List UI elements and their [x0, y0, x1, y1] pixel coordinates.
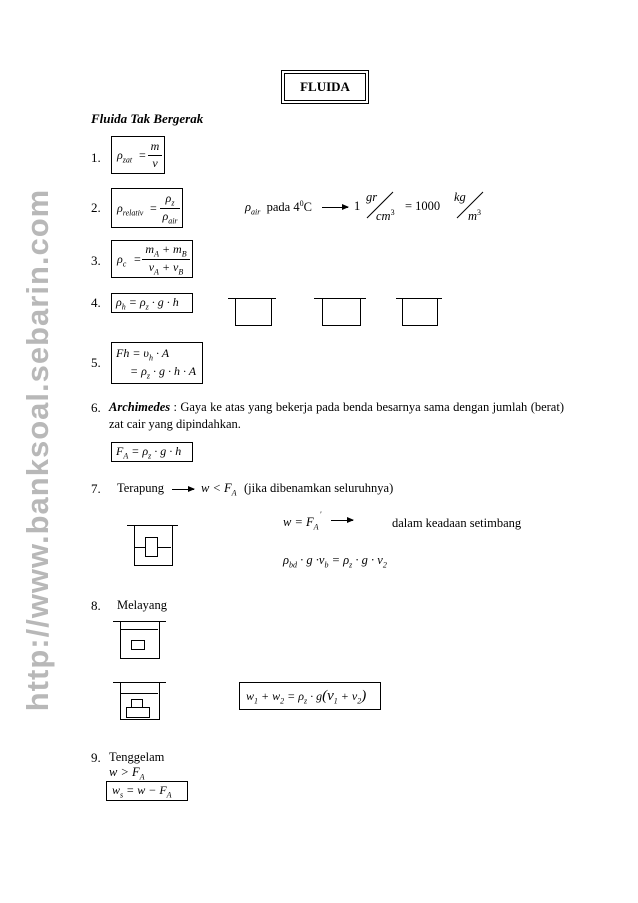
suspended-label: Melayang [117, 598, 167, 612]
floating-label: Terapung [117, 481, 165, 495]
container-icon [402, 298, 438, 326]
item-number-2: 2. [91, 200, 101, 215]
section-subtitle: Fluida Tak Bergerak [91, 111, 204, 126]
unit-cm: $cm^3$ [376, 208, 395, 224]
water-density-note: $\rho_{air}$ pada $4^0C$ [245, 199, 312, 217]
container-icon [235, 298, 272, 326]
stacked-object-bottom-icon [126, 707, 150, 718]
formula-density-box: $\rho_{zat}$ = m v [111, 136, 165, 174]
arrow-icon [331, 520, 353, 521]
water-surface-line [120, 693, 158, 694]
floating-note: (jika dibenamkan seluruhnya) [244, 481, 394, 495]
floating-object-icon [145, 537, 158, 557]
item-number-7: 7. [91, 481, 101, 496]
item-number-4: 4. [91, 295, 101, 310]
equilibrium-note: dalam keadaan setimbang [392, 516, 522, 530]
unit-equal-value: = 1000 [405, 199, 441, 213]
item-number-8: 8. [91, 598, 101, 613]
water-surface-line [120, 629, 158, 630]
item-number-3: 3. [91, 253, 101, 268]
formula-hydrostatic-box: $\rho_h = \rho_z \cdot g \cdot h$ [111, 293, 193, 313]
formula-force-box: $Fh = \upsilon_h \cdot A$ = $\rho_z \cdot g \cdot h \cdot A$ [111, 342, 203, 384]
unit-kg: kg [454, 190, 466, 204]
container-icon [322, 298, 361, 326]
item-number-6: 6. [91, 400, 101, 415]
suspended-object-icon [131, 640, 145, 650]
item-number-1: 1. [91, 150, 101, 165]
arrow-icon [322, 207, 348, 208]
formula-relative-density-box: $\rho_{relativ}$ = $\rho_z$ $\rho_{air}$ [111, 188, 183, 228]
watermark: http://www.banksoal.sebarin.com [20, 188, 55, 712]
floating-density-equation: $\rho_{bd} \cdot g \cdot v_b = \rho_z \cdot g \cdot v_2$ [283, 553, 387, 570]
sinking-label: Tenggelam [109, 750, 165, 764]
page-title: FLUIDA [284, 73, 366, 101]
sinking-condition: $w > F_A$ [109, 765, 145, 782]
unit-m: $m^3$ [468, 208, 482, 224]
item-number-9: 9. [91, 750, 101, 765]
formula-suspended-box: $w_1 + w_2 = \rho_z \cdot g(v_1 + v_2)$ [239, 682, 381, 710]
archimedes-paragraph: Archimedes : Gaya ke atas yang bekerja pada benda besarnya sama dengan jumlah (berat) zat cair yang dipindahkan. [109, 400, 564, 431]
unit-value-one: 1 [354, 199, 361, 213]
floating-condition: $w < F_A$ [201, 481, 237, 498]
item-number-5: 5. [91, 355, 101, 370]
formula-sinking-box: $w_s = w - F_A$ [106, 781, 188, 801]
arrow-icon [172, 489, 194, 490]
floating-equation: $w = F_A'$ [283, 510, 322, 532]
formula-buoyancy-box: $F_A = \rho_z \cdot g \cdot h$ [111, 442, 193, 462]
unit-gr: gr [366, 190, 378, 204]
formula-mixture-density-box: $\rho_c$ = $m_A + m_B$ $v_A + v_B$ [111, 240, 193, 278]
